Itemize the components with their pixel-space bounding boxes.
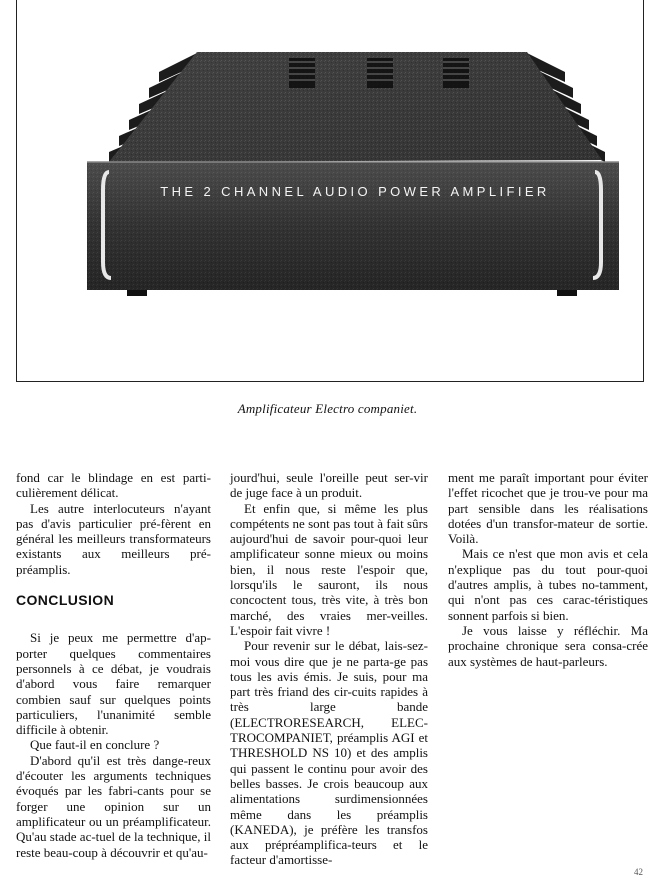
paragraph: ment me paraît important pour éviter l'effet ricochet que je trou-ve pour ma part sensible dans les réalisations dotées d'un transfor-mateur de sortie. Voilà.: [448, 470, 648, 547]
paragraph: Les autre interlocuteurs n'ayant pas d'avis particulier pré-fèrent en général les meilleurs transformateurs existants aux meilleurs pré-préamplis.: [16, 500, 211, 577]
amplifier-photo: [16, 0, 644, 382]
paragraph: Si je peux me permettre d'ap-porter quelques commentaires personnels à ce débat, je voudrais d'abord vous faire remarquer combien sauf sur quelques points particuliers, l'unanimité semble difficile à obtenir.: [16, 630, 211, 738]
text-column-1: [16, 470, 211, 860]
page-number: 42: [634, 867, 643, 877]
paragraph: D'abord qu'il est très dange-reux d'écouter les arguments techniques évoqués par les fabri-cants pour se forger une opinion sur un amplificateur ou un préamplificateur. Qu'au stade ac-tuel de la technique, il reste beau-coup à découvrir et qu'au-: [16, 752, 211, 860]
amplifier-illustration: [17, 0, 642, 380]
paragraph: Je vous laisse y réfléchir. Ma prochaine chronique sera consa-crée aux systèmes de haut-parleurs.: [448, 622, 648, 669]
text-column-2: [230, 470, 428, 868]
panel-legend: THE 2 CHANNEL AUDIO POWER AMPLIFIER: [160, 184, 550, 199]
paragraph: Que faut-il en conclure ?: [30, 737, 160, 753]
paragraph: Pour revenir sur le débat, lais-sez-moi vous dire que je ne parta-ge pas tous les avis émis. Je suis, pour ma part très friand des cir-cuits rapides à très large bande (ELECTRORESEARCH, ELEC-TROCOMPANIET, préamplis AGI et THRESHOLD NS 10) et des amplis qui passent le continu pour avoir des belles basses. Je crois beaucoup aux alimentations surdimensionnées même dans les préamplis (KANEDA), je préfère les transfos aux prépréamplifica-teurs et le facteur d'amortisse-: [230, 638, 428, 868]
paragraph: fond car le blindage en est parti-culièrement délicat.: [16, 470, 211, 501]
paragraph: jourd'hui, seule l'oreille peut ser-vir de juge face à un produit.: [230, 470, 428, 501]
paragraph: Et enfin que, si même les plus compétents ne sont pas tout à fait sûrs aujourd'hui de savoir pour-quoi leur amplificateur sonne mieux ou moins bien, il nous reste l'espoir que, lorsqu'ils le sauront, ils nous concoctent tous, très vite, à très bon marché, des vraies mer-veilles. L'espoir fait vivre !: [230, 500, 428, 638]
text-column-3: [448, 470, 648, 669]
section-heading: CONCLUSION: [16, 592, 115, 609]
paragraph: Mais ce n'est que mon avis et cela n'explique pas du tout pour-quoi d'autres amplis, à tubes no-tamment, qui n'ont pas ces carac-téristiques sonnent parfois si bien.: [448, 546, 648, 623]
photo-caption: Amplificateur Electro companiet.: [237, 401, 418, 416]
